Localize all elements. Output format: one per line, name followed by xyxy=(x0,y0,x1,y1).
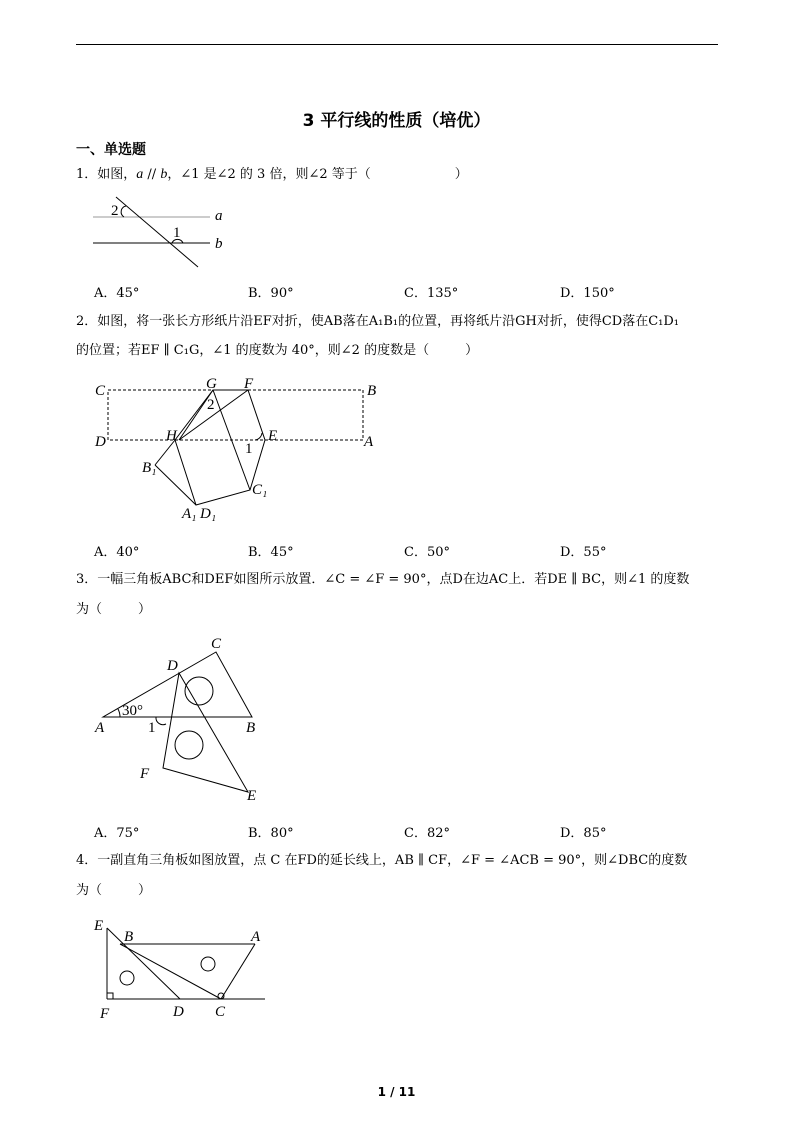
q1-number: 1． xyxy=(76,167,98,182)
q4-paren-close: ） xyxy=(138,883,152,898)
q3-label-C: C xyxy=(211,636,222,652)
q4-line-bc xyxy=(120,944,221,999)
q2-label-B: B xyxy=(367,383,377,399)
q1-option-a[interactable]: A．45° xyxy=(94,286,140,301)
q4-right-angle-f xyxy=(107,993,113,999)
q2-label-G: G xyxy=(206,376,217,392)
q2-option-d[interactable]: D．55° xyxy=(560,545,607,560)
q4-text-1: 一副直角三角板如图放置，点 C 在FD的延长线上，AB ∥ CF，∠F = ∠ACB = 90°，则∠DBC的度数 xyxy=(97,853,688,868)
page-title: 3 平行线的性质（培优） xyxy=(302,111,491,131)
q3-label-F: F xyxy=(140,766,150,782)
q3-text-2: 为（ xyxy=(76,602,103,617)
q2-label-2: 2 xyxy=(207,397,215,413)
q4-text-2: 为（ xyxy=(76,883,103,898)
q2-text-1: 如图，将一张长方形纸片沿EF对折，使AB落在A₁B₁的位置，再将纸片沿GH对折，使得CD落在C₁D₁ xyxy=(97,314,679,329)
q1-label-a: a xyxy=(215,208,223,224)
q4-label-D: D xyxy=(173,1004,184,1020)
q3-option-c[interactable]: C．82° xyxy=(404,826,450,841)
q3-label-D: D xyxy=(167,658,178,674)
page-number: 1 / 11 xyxy=(377,1085,416,1099)
q2-option-a[interactable]: A．40° xyxy=(94,545,140,560)
q3-label-E: E xyxy=(247,788,257,804)
q2-label-H: H xyxy=(166,428,177,444)
q1-option-c[interactable]: C．135° xyxy=(404,286,459,301)
q2-label-B1: B₁ xyxy=(142,460,157,476)
q2-number: 2． xyxy=(76,314,98,329)
q3-option-b[interactable]: B．80° xyxy=(248,826,294,841)
q2-label-C1: C₁ xyxy=(252,482,268,498)
q2-option-b[interactable]: B．45° xyxy=(248,545,294,560)
q3-option-a[interactable]: A．75° xyxy=(94,826,140,841)
q1-paren-close: ） xyxy=(454,167,468,182)
q4-hole-right xyxy=(201,957,215,971)
q2-text-2: 的位置；若EF ∥ C₁G，∠1 的度数为 40°，则∠2 的度数是（ xyxy=(76,343,430,358)
q4-label-E: E xyxy=(94,918,104,934)
q4-hole-left xyxy=(120,971,134,985)
q3-text-1: 一幅三角板ABC和DEF如图所示放置．∠C = ∠F = 90°，点D在边AC上．若DE ∥ BC，则∠1 的度数 xyxy=(97,572,690,587)
q4-number: 4． xyxy=(76,853,98,868)
q1-label-1: 1 xyxy=(173,225,181,241)
q3-number: 3． xyxy=(76,572,98,587)
q3-label-A: A xyxy=(95,720,105,736)
q2-label-1: 1 xyxy=(245,441,253,457)
q3-label-30: 30° xyxy=(122,703,143,719)
q4-label-B: B xyxy=(124,929,134,945)
q1-label-b: b xyxy=(215,236,223,252)
q1-option-b[interactable]: B．90° xyxy=(248,286,294,301)
q2-label-E: E xyxy=(268,428,278,444)
q1-text-a: 如图， xyxy=(97,167,137,182)
q2-label-F: F xyxy=(244,376,254,392)
q1-text-c: ，∠1 是∠2 的 3 倍，则∠2 等于（ xyxy=(167,167,371,182)
section-heading: 一、单选题 xyxy=(76,142,146,158)
q1-text-b: // xyxy=(143,167,161,182)
q3-label-B: B xyxy=(246,720,256,736)
q1-option-d[interactable]: D．150° xyxy=(560,286,615,301)
q4-label-F: F xyxy=(100,1006,110,1022)
q2-paren-close: ） xyxy=(465,343,479,358)
q4-label-A: A xyxy=(251,929,261,945)
q2-option-c[interactable]: C．50° xyxy=(404,545,450,560)
q1-var-a: a xyxy=(136,167,144,182)
q4-line-ed xyxy=(107,928,180,999)
q3-option-d[interactable]: D．85° xyxy=(560,826,607,841)
q1-var-b: b xyxy=(160,167,168,182)
q2-label-D1: D₁ xyxy=(200,506,217,522)
q3-paren-close: ） xyxy=(138,602,152,617)
q2-label-A: A xyxy=(364,434,374,450)
q2-label-C: C xyxy=(95,383,106,399)
q3-label-1: 1 xyxy=(148,720,156,736)
q4-label-C: C xyxy=(215,1004,226,1020)
q2-label-D: D xyxy=(95,434,106,450)
q1-label-2: 2 xyxy=(111,203,119,219)
q4-line-ac xyxy=(221,944,255,999)
q2-label-A1: A₁ xyxy=(182,506,197,522)
